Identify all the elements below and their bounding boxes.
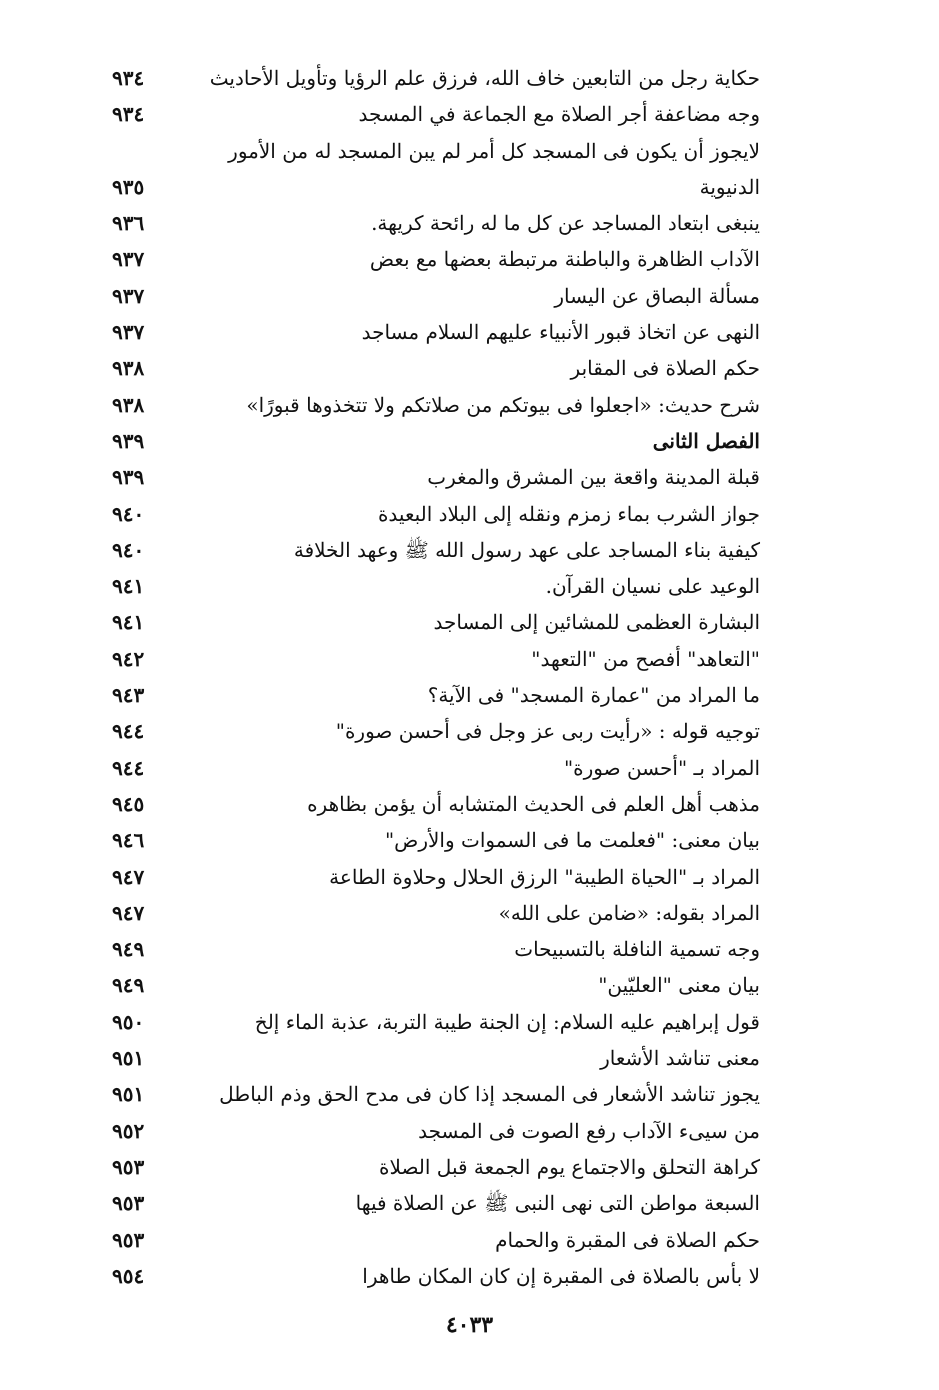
toc-entry [100,750,770,786]
toc-entry [100,641,770,677]
toc-entry [100,677,770,713]
toc-entry [100,96,770,132]
toc-entry-title: البشارة العظمى للمشائين إلى المساجد [433,610,760,635]
toc-entry-page: ٩٤٥ [112,791,145,816]
toc-entry-title: قول إبراهيم عليه السلام: إن الجنة طيبة التربة، عذبة الماء إلخ [254,1009,760,1034]
toc-entry [100,931,770,967]
toc-entry-page: ٩٣٧ [112,320,145,345]
toc-entry-title: معنى تناشد الأشعار [600,1046,760,1071]
toc-entry [100,822,770,858]
section-heading [100,423,770,459]
toc-entry-title: ينبغى ابتعاد المساجد عن كل ما له رائحة كريهة. [371,211,760,236]
toc-entry-title: من سيىء الآداب رفع الصوت فى المسجد [418,1118,760,1143]
toc-entry [100,60,770,96]
toc-entry-title: الوعيد على نسيان القرآن. [545,574,760,599]
toc-entry-title: وجه مضاعفة أجر الصلاة مع الجماعة في المسجد [358,102,760,127]
toc-entry-page: ٩٥٣ [112,1191,145,1216]
toc-entry-page: ٩٥٠ [112,1009,145,1034]
toc-entry [100,459,770,495]
toc-entry-page: ٩٤١ [112,574,145,599]
toc-entry-title: كراهة التحلق والاجتماع يوم الجمعة قبل الصلاة [379,1154,760,1179]
toc-entry-title: "التعاهد" أفصح من "التعهد" [531,646,760,671]
section-heading-page: ٩٣٩ [112,428,145,453]
toc-entry-page: ٩٤٣ [112,683,145,708]
toc-entry-title: مسألة البصاق عن اليسار [554,283,760,308]
toc-entry [100,532,770,568]
toc-entry-page: ٩٣٩ [112,465,145,490]
toc-entry-title: توجيه قوله : «رأيت ربى عز وجل فى أحسن صورة" [335,719,760,744]
toc-entry-page: ٩٥١ [112,1082,145,1107]
toc-entry-page: ٩٤٦ [112,828,145,853]
toc-entry-title: قبلة المدينة واقعة بين المشرق والمغرب [427,465,760,490]
toc-entry-page: ٩٥٣ [112,1154,145,1179]
table-of-contents [100,60,770,1294]
toc-entry [100,859,770,895]
toc-entry-page: ٩٥٢ [112,1118,145,1143]
toc-entry-title: الآداب الظاهرة والباطنة مرتبطة بعضها مع بعض [369,247,760,272]
toc-entry [100,205,770,241]
toc-entry-page: ٩٣٧ [112,283,145,308]
toc-entry-title: حكم الصلاة فى المقبرة والحمام [495,1227,760,1252]
toc-entry-title: ما المراد من "عمارة المسجد" فى الآية؟ [427,683,760,708]
toc-entry-title: حكم الصلاة فى المقابر [570,356,760,381]
toc-entry [100,786,770,822]
toc-entry [100,350,770,386]
toc-entry [100,967,770,1003]
toc-entry-page: ٩٤٧ [112,864,145,889]
toc-entry-title: لا بأس بالصلاة فى المقبرة إن كان المكان طاهرا [362,1263,760,1288]
toc-entry-title: كيفية بناء المساجد على عهد رسول الله ﷺ وعهد الخلافة [293,537,760,562]
section-heading-title: الفصل الثانى [652,428,760,453]
toc-entry-page: ٩٥١ [112,1046,145,1071]
toc-entry [100,604,770,640]
toc-entry-page: ٩٤٢ [112,646,145,671]
toc-entry-page: ٩٤١ [112,610,145,635]
toc-entry [100,1004,770,1040]
toc-entry-title: وجه تسمية النافلة بالتسبيحات [514,937,760,962]
toc-entry-page: ٩٤٠ [112,501,145,526]
toc-entry-title: مذهب أهل العلم فى الحديث المتشابه أن يؤمن بظاهره [307,791,760,816]
toc-entry-title: حكاية رجل من التابعين خاف الله، فرزق علم الرؤيا وتأويل الأحاديث [209,66,760,90]
toc-entry-page: ٩٤٠ [112,537,145,562]
toc-entry-title: بيان معنى "العليّين" [598,973,760,998]
toc-entry [100,387,770,423]
toc-entry-title: المراد بـ "أحسن صورة" [563,755,760,780]
toc-entry [100,314,770,350]
toc-entry-page: ٩٣٨ [112,356,145,381]
toc-entry [100,496,770,532]
toc-entry-title: السبعة مواطن التى نهى النبى ﷺ عن الصلاة فيها [355,1191,760,1216]
toc-entry-title: جواز الشرب بماء زمزم ونقله إلى البلاد البعيدة [377,501,760,526]
toc-entry [100,241,770,277]
toc-entry [100,278,770,314]
toc-entry-title: يجوز تناشد الأشعار فى المسجد إذا كان فى مدح الحق وذم الباطل [219,1082,760,1107]
page-number: ٤٠٣٣ [445,1312,494,1338]
toc-entry-title: المراد بـ "الحياة الطيبة" الرزق الحلال وحلاوة الطاعة [329,864,760,889]
toc-entry-title: المراد بقوله: «ضامن على الله» [498,900,760,925]
toc-entry-page: ٩٥٣ [112,1227,145,1252]
toc-entry-page: ٩٣٥ [112,174,145,199]
toc-entry-page: ٩٤٧ [112,900,145,925]
toc-entry-page: ٩٥٤ [112,1263,145,1288]
toc-entry-page: ٩٣٦ [112,211,145,236]
toc-entry [100,895,770,931]
toc-entry [100,1113,770,1149]
toc-entry-page: ٩٤٤ [112,719,145,744]
toc-entry-page: ٩٣٤ [112,102,145,127]
toc-entry [100,1258,770,1294]
toc-entry [100,1076,770,1112]
toc-entry-page: ٩٣٤ [112,66,145,90]
toc-entry [100,1185,770,1221]
toc-entry-title: بيان معنى: "فعلمت ما فى السموات والأرض" [384,828,760,853]
toc-entry-page: ٩٤٩ [112,973,145,998]
toc-entry [100,568,770,604]
toc-entry-page: ٩٤٩ [112,937,145,962]
toc-entry-page: ٩٣٧ [112,247,145,272]
toc-entry [100,713,770,749]
toc-entry-page: ٩٣٨ [112,392,145,417]
toc-entry [100,1149,770,1185]
toc-entry-title: لايجوز أن يكون فى المسجد كل أمر لم يبن المسجد له من الأمور الدنيوية [228,138,760,199]
toc-entry [100,1222,770,1258]
toc-entry-page: ٩٤٤ [112,755,145,780]
toc-entry [100,133,770,206]
toc-entry-title: شرح حديث: «اجعلوا فى بيوتكم من صلاتكم ولا تتخذوها قبورًا» [246,392,760,417]
toc-entry [100,1040,770,1076]
toc-entry-title: النهى عن اتخاذ قبور الأنبياء عليهم السلام مساجد [361,320,760,345]
